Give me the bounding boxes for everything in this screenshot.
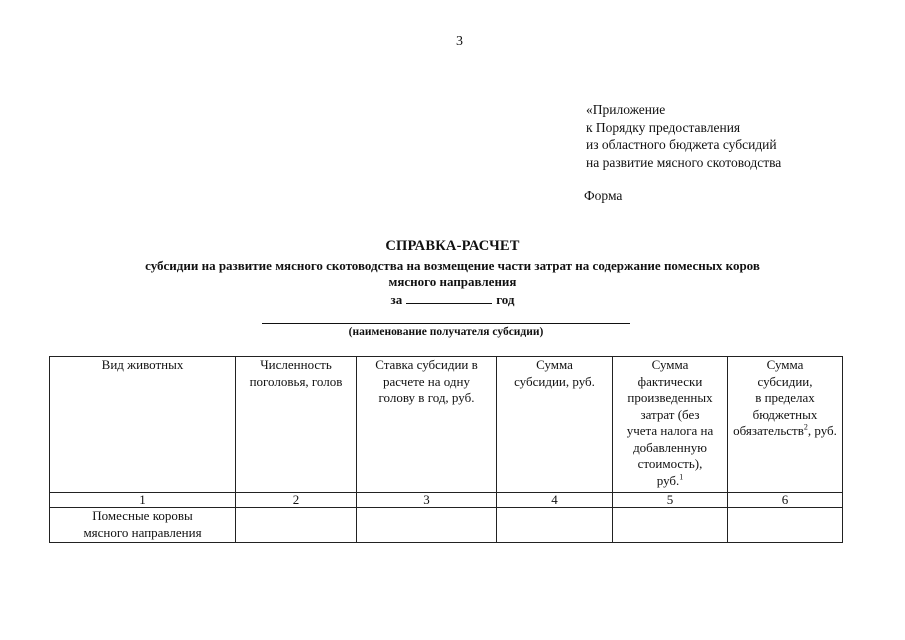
footnote-mark: 1 [679,472,684,482]
header-head-count: Численность поголовья, голов [236,357,357,493]
subsidy-rate-cell[interactable] [357,508,497,543]
subsidy-within-limits-cell[interactable] [728,508,843,543]
appendix-line: на развитие мясного скотоводства [586,154,782,170]
column-number-row [50,493,843,508]
form-label: Форма [584,188,623,203]
appendix-line: к Порядку предоставления [586,119,741,135]
header-subsidy-within-limits: Сумма субсидии, в пределах бюджетных обязательств$^2$, руб. [728,357,843,493]
table-header-row [50,357,843,493]
table-row [50,508,843,543]
footnote-mark: 2 [803,422,808,432]
document-subtitle [40,258,865,290]
subsidy-sum-cell[interactable] [497,508,613,543]
column-number: 3 [357,493,497,508]
column-number: 6 [728,493,843,508]
header-animal-type: Вид животных [50,357,236,493]
recipient-caption: (наименование получателя субсидии) [348,326,544,338]
appendix-note [586,101,781,171]
head-count-cell[interactable] [236,508,357,543]
appendix-line: из областного бюджета субсидий [586,137,777,152]
recipient-name-line[interactable] [262,323,630,324]
animal-type-cell: Помесные коровы мясного направления [50,508,236,543]
column-number: 2 [236,493,357,508]
column-number: 1 [50,493,236,508]
period-suffix: год [496,292,515,307]
header-subsidy-sum: Сумма субсидии, руб. [497,357,613,493]
header-actual-costs: Сумма фактически произведенных затрат (без учета налога на добавленную стоимость), руб.$^1$ [613,357,728,493]
subtitle-line: субсидии на развитие мясного скотоводства на возмещение части затрат на содержание помесных коров [145,258,760,273]
calculation-table [49,356,843,543]
document-title: СПРАВКА-РАСЧЕТ [385,238,520,254]
period-blank-field[interactable] [406,292,492,304]
header-subsidy-rate: Ставка субсидии в расчете на одну голову в год, руб. [357,357,497,493]
page-number: 3 [456,34,463,49]
appendix-line: «Приложение [586,102,666,117]
period-line [40,292,865,308]
column-number: 4 [497,493,613,508]
period-prefix: за [390,292,403,307]
column-number: 5 [613,493,728,508]
actual-costs-cell[interactable] [613,508,728,543]
subtitle-line: мясного направления [388,274,517,289]
